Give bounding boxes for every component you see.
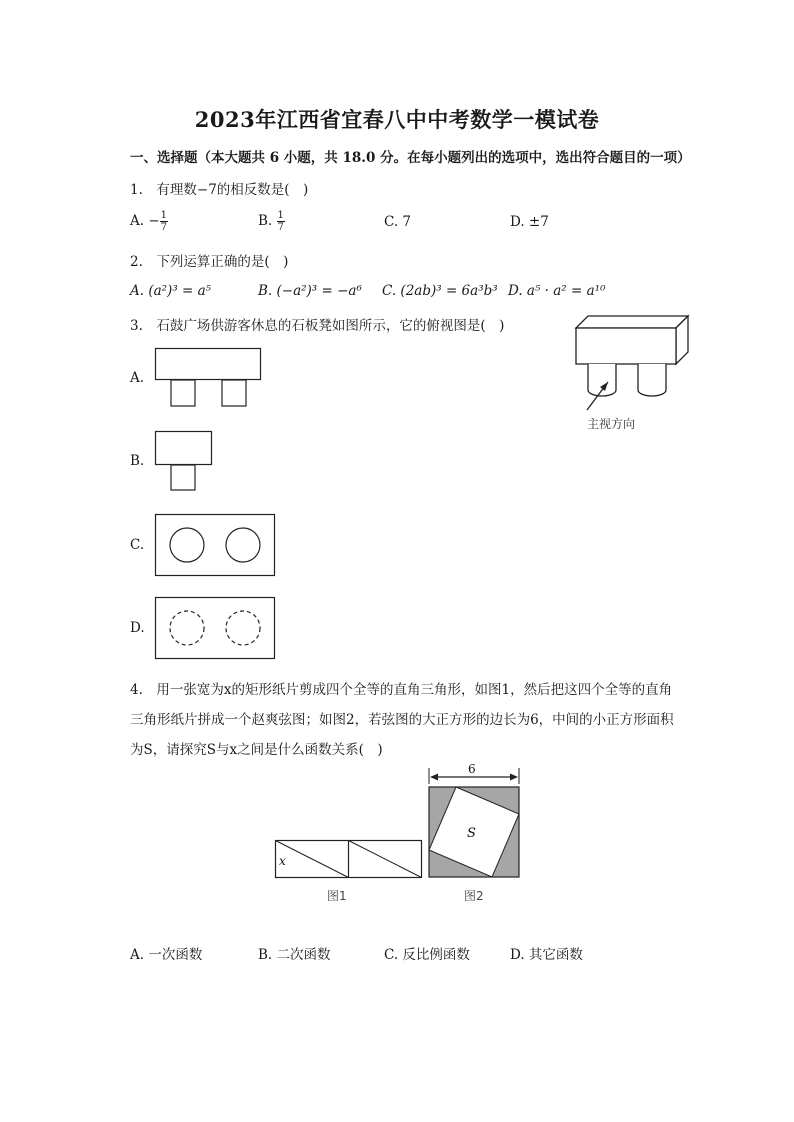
question-4-line-3: 为S，请探究S与x之间是什么函数关系( ) (130, 742, 383, 758)
figure-caption: 主视方向 (587, 417, 636, 431)
bench-3d-figure (560, 310, 700, 440)
fraction-denominator: 7 (277, 222, 284, 233)
figure-2-side-label: 6 (468, 762, 476, 776)
question-4-option-c[interactable]: C. 反比例函数 (384, 947, 470, 963)
option-b-figure (155, 431, 215, 493)
question-1-option-a[interactable] (130, 210, 168, 233)
question-2-option-b[interactable]: B. (−a²)³ = −a⁶ (258, 283, 362, 299)
option-c-figure (155, 514, 277, 578)
fraction (277, 210, 285, 233)
section-heading: 一、选择题（本大题共 6 小题，共 18.0 分。在每小题列出的选项中，选出符合题目的一项） (130, 150, 691, 166)
figure-2-zhaoshuang-diagram (426, 764, 526, 906)
question-4-line-1: 4. 用一张宽为x的矩形纸片剪成四个全等的直角三角形，如图1，然后把这四个全等的直角 (130, 682, 673, 698)
question-3-option-a[interactable]: A. (130, 370, 145, 386)
question-1-option-c[interactable]: C. 7 (384, 214, 412, 230)
page-title: 2023年江西省宜春八中中考数学一模试卷 (194, 107, 600, 132)
fraction (160, 210, 168, 233)
question-2-option-a[interactable]: A. (a²)³ = a⁵ (130, 283, 212, 299)
option-b-label: B. (258, 213, 277, 229)
question-1-option-d[interactable]: D. ±7 (510, 214, 549, 230)
fraction-numerator: 1 (277, 210, 284, 221)
figure-2-s-label: S (467, 826, 476, 841)
figure-2-caption: 图2 (464, 889, 484, 903)
fraction-numerator: 1 (160, 210, 168, 221)
option-a-label: A. − (130, 213, 160, 229)
option-a-figure (155, 348, 265, 410)
question-4-line-2: 三角形纸片拼成一个赵爽弦图；如图2，若弦图的大正方形的边长为6，中间的小正方形面积 (130, 712, 674, 728)
question-2-option-d[interactable]: D. a⁵ · a² = a¹⁰ (508, 283, 606, 299)
question-1-option-b[interactable] (258, 210, 285, 233)
question-3-stem: 3. 石鼓广场供游客休息的石板凳如图所示，它的俯视图是( ) (130, 318, 505, 334)
question-3-option-c[interactable]: C. (130, 537, 145, 553)
question-4-option-a[interactable]: A. 一次函数 (130, 947, 203, 963)
question-1-stem: 1. 有理数−7的相反数是( ) (130, 182, 309, 198)
question-2-option-c[interactable]: C. (2ab)³ = 6a³b³ (382, 283, 498, 299)
figure-1-strip (275, 840, 425, 906)
question-4-option-b[interactable]: B. 二次函数 (258, 947, 331, 963)
figure-1-caption: 图1 (327, 889, 347, 903)
question-4-option-d[interactable]: D. 其它函数 (510, 947, 583, 963)
question-2-stem: 2. 下列运算正确的是( ) (130, 254, 289, 270)
fraction-denominator: 7 (160, 222, 168, 233)
question-3-option-d[interactable]: D. (130, 620, 145, 636)
figure-1-x-label: x (279, 854, 286, 868)
question-3-option-b[interactable]: B. (130, 453, 145, 469)
option-d-figure (155, 597, 277, 661)
